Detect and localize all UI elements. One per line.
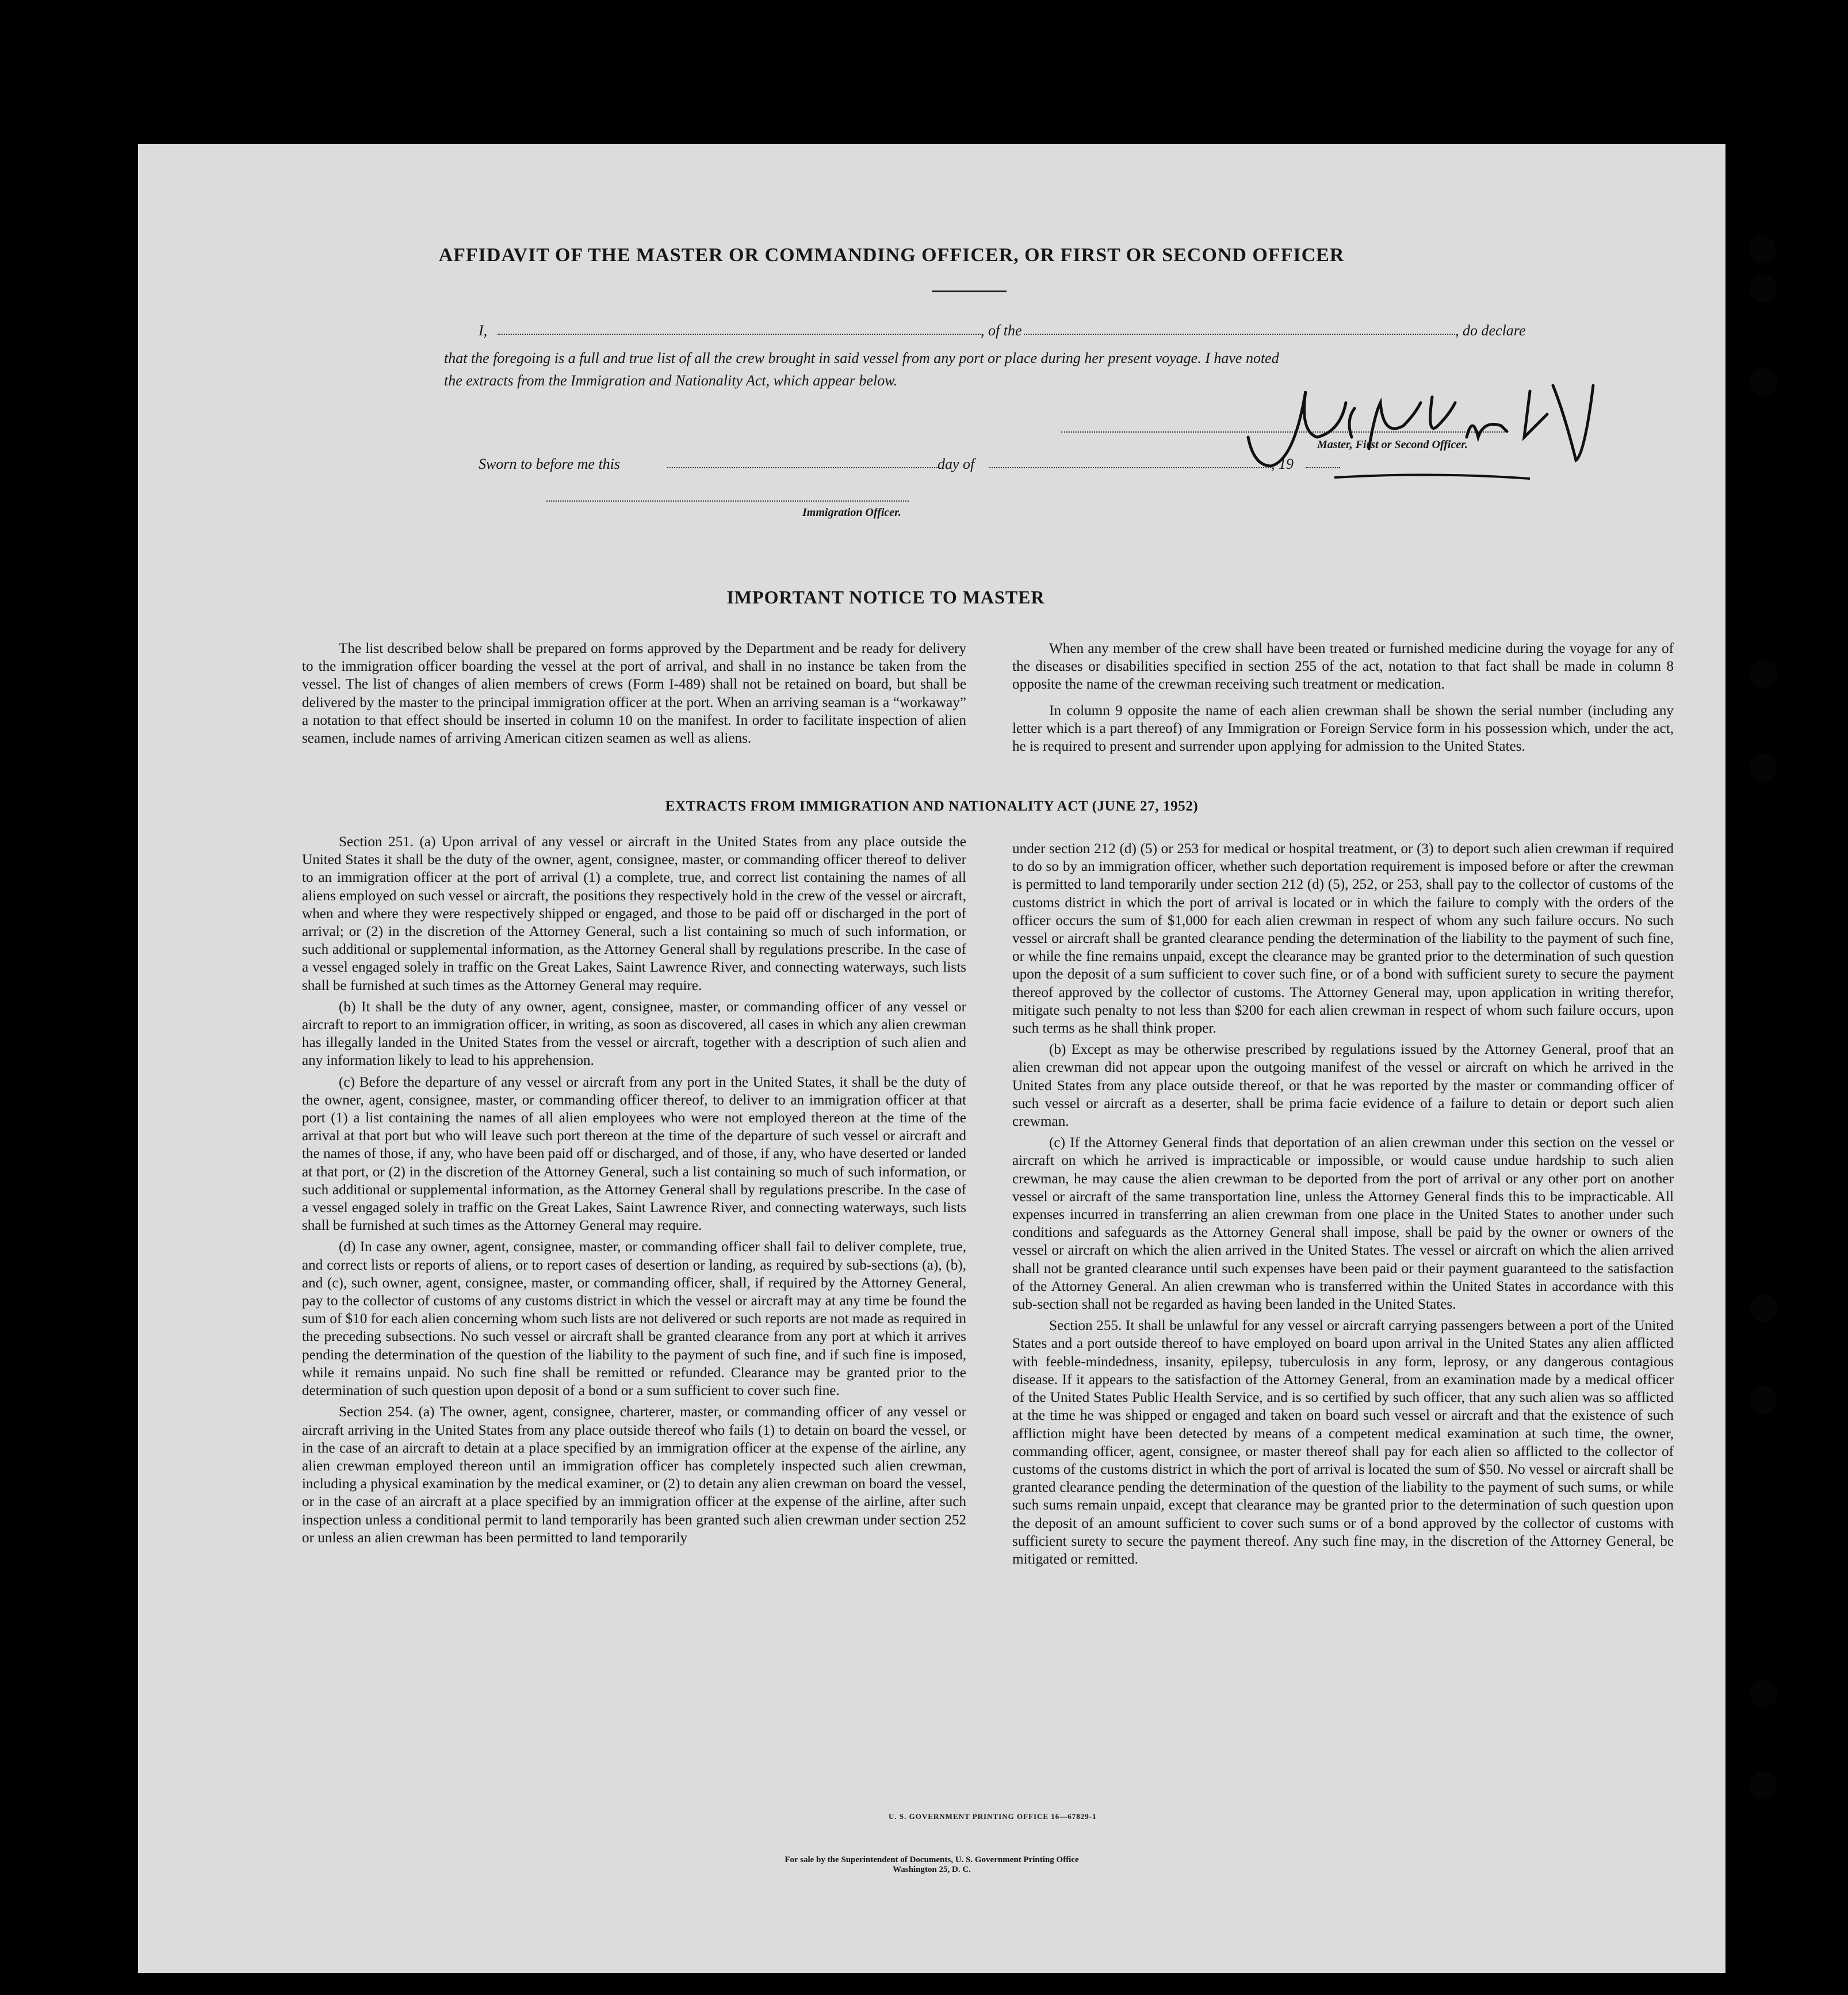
handwritten-signature (1231, 368, 1702, 483)
declare-i: I, (479, 322, 488, 339)
signature-label: Master, First or Second Officer. (1317, 438, 1468, 451)
binder-hole (1750, 660, 1777, 688)
affidavit-title: AFFIDAVIT OF THE MASTER OR COMMANDING OFFICER, OR FIRST OR SECOND OFFICER (438, 244, 1345, 266)
notice-right-column (1012, 640, 1674, 755)
declare-of-the: , of the (981, 322, 1022, 339)
notice-left-paragraph: The list described below shall be prepared on forms approved by the Department and be ready for delivery to the immigration officer boarding the vessel at the port of arrival, and shall in no instance be taken from the vessel. The list of changes of alien members of crews (Form I-489) shall not be retained on board, but shall be delivered by the master to the principal immigration officer at the port. When an arriving seaman is a “workaway” a notation to that effect should be inserted in column 10 on the manifest. In order to facilitate inspection of alien seamen, include names of arriving American citizen seamen as well as aliens. (302, 641, 966, 747)
section-254-b: (b) Except as may be otherwise prescribed by regulations issued by the Attorney General, proof that an alien crewman did not appear upon the outgoing manifest of the vessel or aircraft on which he arrived in the United States from any place outside thereof, or that he was reported by the master or commanding officer of such vessel or aircraft as a deserter, shall be prima facie evidence of a failure to detain or deport such alien crewman. (1012, 1042, 1674, 1130)
sworn-year: , 19 (1271, 456, 1294, 472)
binder-hole (1750, 1294, 1777, 1322)
extracts-right-column (1012, 840, 1674, 1572)
binder-hole (1750, 275, 1777, 303)
section-251-c: (c) Before the departure of any vessel or aircraft from any port in the United States, it shall be the duty of the owner, agent, consignee, master, or commanding officer thereof, to deliver to an immigration officer at that port (1) a list containing the names of all alien employees who were not employed thereon at the time of the arrival at that port but who will leave such port thereon at the time of the departure of such vessel or aircraft and the names of those, if any, who have been paid off or discharged, and of those, if any, who have deserted or landed at that port, or (2) in the discretion of the Attorney General, such a list containing so much of such information, or such additional or supplemental information, as the Attorney General shall by regulations prescribe. In the case of a vessel engaged solely in traffic on the Great Lakes, Saint Lawrence River, and connecting waterways, such lists shall be furnished at such times as the Attorney General may require. (302, 1074, 966, 1234)
section-251-a: Section 251. (a) Upon arrival of any vessel or aircraft in the United States from any place outside the United States it shall be the duty of the owner, agent, consignee, master, or commanding officer thereof to deliver to an immigration officer at the port of arrival (1) a complete, true, and correct list containing the names of all aliens employed on such vessel or aircraft, the positions they respectively hold in the crew of the vessel or aircraft, when and where they were respectively shipped or engaged, and those to be paid off or discharged in the port of arrival; or (2) in the discretion of the Attorney General, such a list containing so much of such information, or such additional or supplemental information, as the Attorney General shall by regulations prescribe. In the case of a vessel engaged solely in traffic on the Great Lakes, Saint Lawrence River, and connecting waterways, such lists shall be furnished at such times as the Attorney General may require. (302, 834, 966, 993)
sale-notice (138, 1855, 1725, 1875)
statement-line-2: the extracts from the Immigration and Nationality Act, which appear below. (444, 372, 898, 389)
form-page (138, 144, 1725, 1973)
section-254-a: Section 254. (a) The owner, agent, consignee, charterer, master, or commanding officer of any vessel or aircraft arriving in the United States from any place outside thereof who fails (1) to detain on board the vessel, or in the case of an aircraft to detain at a place specified by an immigration officer at the expense of the airline, any alien crewman employed thereon until an immigration officer has completely inspected such alien crewman, including a physical examination by the medical examiner, or (2) to detain any alien crewman on board the vessel, or in the case of an aircraft at a place specified by an immigration officer at the expense of the airline, after such inspection unless a conditional permit to land temporarily has been granted such alien crewman under section 252 or unless an alien crewman has been permitted to land temporarily (302, 1404, 966, 1546)
gpo-line: U. S. GOVERNMENT PRINTING OFFICE 16—67829-1 (889, 1812, 1097, 1821)
immigration-officer-label: Immigration Officer. (802, 506, 901, 519)
notice-title: IMPORTANT NOTICE TO MASTER (726, 587, 1045, 607)
notice-left-column (302, 640, 966, 747)
binder-hole (1748, 236, 1776, 263)
section-251-b: (b) It shall be the duty of any owner, agent, consignee, master, or commanding officer of any vessel or aircraft to report to an immigration officer, in writing, as soon as discovered, all cases in which any alien crewman has illegally landed in the United States from the vessel or aircraft, together with a description of such alien and any information likely to lead to his apprehension. (302, 999, 966, 1069)
sale-line-2: Washington 25, D. C. (893, 1865, 971, 1874)
binder-hole (1750, 1772, 1777, 1799)
binder-hole (1750, 1386, 1777, 1414)
sworn-month-field[interactable] (989, 467, 1271, 468)
vessel-field[interactable] (1024, 334, 1455, 335)
extracts-title: EXTRACTS FROM IMMIGRATION AND NATIONALITY ACT (JUNE 27, 1952) (665, 798, 1199, 814)
sworn-year-field[interactable] (1306, 467, 1340, 468)
name-field[interactable] (498, 334, 981, 335)
notice-right-paragraph-1: When any member of the crew shall have been treated or furnished medicine during the voyage for any of the diseases or disabilities specified in section 255 of the act, notation to that fact shall be made in column 8 opposite the name of the crewman receiving such treatment or medication. (1012, 641, 1674, 693)
binder-hole (1750, 754, 1777, 781)
sale-line-1: For sale by the Superintendent of Documents, U. S. Government Printing Office (785, 1855, 1079, 1864)
notice-right-paragraph-2: In column 9 opposite the name of each alien crewman shall be shown the serial number (including any letter which is a part thereof) of any Immigration or Foreign Service form in his possession which, under the act, he is required to present and surrender upon applying for admission to the United States. (1012, 702, 1674, 755)
immigration-officer-line[interactable] (546, 500, 909, 502)
sworn-day-of: day of (938, 456, 975, 472)
section-255: Section 255. It shall be unlawful for any vessel or aircraft carrying passengers between a port of the United States and a port outside thereof to have employed on board upon arrival in the United States any alien afflicted with feeble-mindedness, insanity, epilepsy, tuberculosis in any form, leprosy, or any dangerous contagious disease. If it appears to the satisfaction of the Attorney General, from an examination made by a medical officer of the United States Public Health Service, and is so certified by such officer, that any such alien was so afflicted at the time he was shipped or engaged and taken on board such vessel or aircraft and that the existence of such affliction might have been detected by means of a competent medical examination at such time, the owner, commanding officer, agent, consignee, or master thereof shall pay for each alien so afflicted to the collector of customs of the customs district in which the port of arrival is located the sum of $50. No vessel or aircraft shall be granted clearance pending the determination of the question of the liability to the payment of such sums, or while such sums remain unpaid, except that clearance may be granted prior to the determination of such question upon the deposit of an amount sufficient to cover such sums or of a bond approved by the collector of customs with sufficient surety to secure the payment thereof. Any such fine may, in the discretion of the Attorney General, be mitigated or remitted. (1012, 1318, 1674, 1567)
statement-line-1: that the foregoing is a full and true list of all the crew brought in said vessel from any port or place during her present voyage. I have noted (444, 350, 1279, 366)
title-rule (932, 291, 1007, 292)
extracts-left-column (302, 833, 966, 1550)
declare-end: , do declare (1455, 322, 1526, 339)
section-254-c: (c) If the Attorney General finds that deportation of an alien crewman under this section on the vessel or aircraft on which he arrived is impracticable or impossible, or would cause undue hardship to such alien crewman, he may cause the alien crewman to be deported from the port of arrival or any other port on another vessel or aircraft of the same transportation line, unless the Attorney General finds this to be impracticable. All expenses incurred in transferring an alien crewman from one place in the United States to another under such conditions and safeguards as the Attorney General shall impose, shall be paid by the owner or owners of the vessel or aircraft on which the alien arrived in the United States. The vessel or aircraft on which the alien arrived shall not be granted clearance until such expenses have been paid or their payment guaranteed to the satisfaction of the Attorney General. An alien crewman who is transferred within the United States in accordance with this sub-section shall not be regarded as having been landed in the United States. (1012, 1135, 1674, 1313)
binder-hole (1750, 1680, 1777, 1707)
section-254-a-continued: under section 212 (d) (5) or 253 for medical or hospital treatment, or (3) to deport such alien crewman if required to do so by an immigration officer, whether such deportation requirement is imposed before or after the crewman is permitted to land temporarily under section 212 (d) (5), 252, or 253, shall pay to the collector of customs of the customs district in which the port of arrival is located or in which the failure to comply with the orders of the officer occurs the sum of $1,000 for each alien crewman in respect of whom any such failure occurs. No such vessel or aircraft shall be granted clearance pending the determination of the liability to the payment of such fine, or while the fine remains unpaid, except the clearance may be granted prior to the determination of such question upon the deposit of a sum sufficient to cover such fine, or of a bond with sufficient surety to secure the payment thereof approved by the collector of customs. The Attorney General may, upon application in writing therefor, mitigate such penalty to not less than $200 for each alien crewman in respect of whom such failure occurs, upon such terms as he shall think proper. (1012, 841, 1674, 1037)
binder-hole (1750, 368, 1777, 396)
sworn-prefix: Sworn to before me this (479, 456, 621, 472)
sworn-day-field[interactable] (667, 467, 938, 468)
section-251-d: (d) In case any owner, agent, consignee, master, or commanding officer shall fail to deliver complete, true, and correct lists or reports of aliens, or to report cases of desertion or landing, as required by sub-sections (a), (b), and (c), such owner, agent, consignee, master, or commanding officer, shall, if required by the Attorney General, pay to the collector of customs of any customs district in which the vessel or aircraft may at any time be found the sum of $10 for each alien concerning whom such lists are not delivered or such reports are not made as required in the preceding subsections. No such vessel or aircraft shall be granted clearance from any port at which it arrives pending the determination of the question of the liability to the payment of such fine, and if such fine is imposed, while it remains unpaid. No such fine shall be remitted or refunded. Clearance may be granted prior to the determination of such question upon deposit of a bond or a sum sufficient to cover such fine. (302, 1239, 966, 1399)
